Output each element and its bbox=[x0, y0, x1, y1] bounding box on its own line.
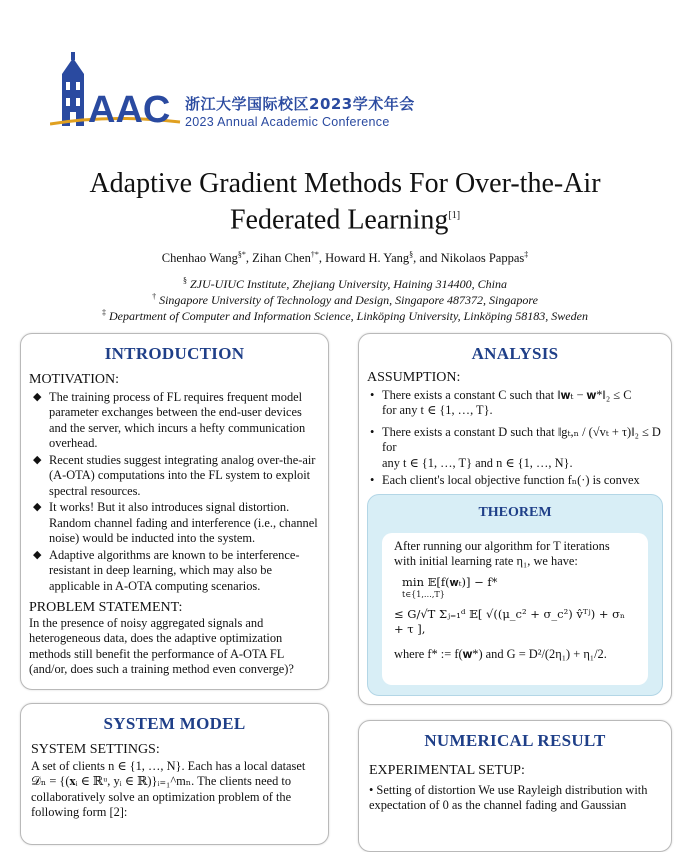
numerical-result-panel bbox=[358, 720, 672, 852]
theorem-text: with initial learning rate η₁, we have: bbox=[394, 554, 578, 568]
motivation-heading: MOTIVATION: bbox=[29, 372, 119, 387]
system-model-panel bbox=[20, 703, 329, 845]
theorem-title: THEOREM bbox=[478, 505, 552, 520]
theorem-text: After running our algorithm for T iterations bbox=[394, 539, 610, 553]
conference-name-en: 2023 Annual Academic Conference bbox=[185, 115, 390, 129]
author-list: Chenhao Wang§*, Zihan Chen†*, Howard H. Yang§, and Nikolaos Pappas‡ bbox=[161, 250, 529, 266]
equation-min-subscript: t∈{1,…,T} bbox=[402, 590, 445, 599]
analysis-panel bbox=[358, 333, 672, 705]
title-reference: [1] bbox=[448, 210, 461, 221]
settings-heading: SYSTEM SETTINGS: bbox=[31, 742, 160, 757]
list-item: ◆ Recent studies suggest integrating analog over-the-air (A-OTA) computations into the FL system to exploit spectral resources. bbox=[29, 453, 320, 500]
motivation-list bbox=[29, 390, 320, 595]
equation-where: where f* := f(𝐰*) and G = D²/(2η₁) + η₁/2. bbox=[394, 647, 607, 661]
author-name: Nikolaos Pappas bbox=[440, 251, 525, 266]
assumption-heading: ASSUMPTION: bbox=[367, 370, 461, 385]
section-title: SYSTEM MODEL bbox=[103, 714, 246, 733]
theorem-box bbox=[367, 494, 663, 696]
problem-heading: PROBLEM STATEMENT: bbox=[29, 600, 183, 615]
section-title: INTRODUCTION bbox=[104, 344, 245, 363]
svg-text:AAC: AAC bbox=[88, 89, 171, 131]
section-title: ANALYSIS bbox=[471, 344, 559, 363]
list-item: • There exists a constant D such that ‖gₜ,ₙ / (√vₜ + τ)‖₂ ≤ D for any t ∈ {1, …, T} and n ∈ {1, …, N}. bbox=[367, 425, 663, 472]
list-item: ◆ It works! But it also introduces signal distortion. Random channel fading and interference (i.e., channel noise) would be inducted into the system. bbox=[29, 500, 320, 547]
list-item: • Each client's local objective function fₙ(·) is convex bbox=[367, 473, 663, 489]
affiliation: † Singapore University of Technology and Design, Singapore 487372, Singapore bbox=[152, 292, 538, 307]
conference-name-cn: 浙江大学国际校区2023学术年会 bbox=[185, 95, 415, 113]
author-name: Howard H. Yang bbox=[325, 251, 410, 266]
affiliation: ‡ Department of Computer and Information Science, Linköping University, Linköping 58183, Sweden bbox=[102, 308, 588, 323]
setup-text: expectation of 0 as the channel fading and Gaussian bbox=[369, 798, 627, 812]
settings-text: collaboratively solve an optimization problem of the bbox=[31, 789, 292, 804]
setup-heading: EXPERIMENTAL SETUP: bbox=[369, 763, 525, 778]
setup-text: • Setting of distortion We use Rayleigh distribution with bbox=[369, 782, 648, 797]
equation-bound: ≤ G/√T Σⱼ₌₁ᵈ 𝔼[ √((μ_c² + σ_c²) v̂ᵀʲ) + σₙ + τ ], bbox=[394, 607, 625, 636]
paper-title-line2: Federated Learning[1] bbox=[229, 204, 461, 236]
affiliation: § ZJU-UIUC Institute, Zhejiang University, Haining 314400, China bbox=[183, 276, 507, 291]
section-title: NUMERICAL RESULT bbox=[424, 731, 606, 750]
problem-text: In the presence of noisy aggregated signals and heterogeneous data, does the adaptive optimization methods still benefit the performance of A-OTA FL (and/or, does such a training method even converge)? bbox=[29, 615, 294, 676]
settings-text: 𝒟ₙ = {(𝐱ᵢ ∈ ℝᵘ, yᵢ ∈ ℝ)}ᵢ₌₁^mₙ. The clients need to bbox=[31, 774, 292, 788]
settings-text: following form [2]: bbox=[31, 805, 128, 819]
author-name: Chenhao Wang bbox=[161, 251, 238, 266]
author-name: Zihan Chen bbox=[252, 251, 311, 266]
list-item: ◆ Adaptive algorithms are known to be interference-resistant in deep learning, which may also be applicable in A-OTA computing scenarios. bbox=[29, 548, 320, 595]
settings-text: A set of clients n ∈ {1, …, N}. Each has a local dataset bbox=[31, 758, 306, 773]
list-item: • There exists a constant C such that ‖𝐰ₜ − 𝐰*‖₂ ≤ C for any t ∈ {1, …, T}. bbox=[367, 388, 663, 419]
equation-min: min 𝔼[f(𝐰ₜ)] − f* bbox=[402, 575, 498, 589]
introduction-panel bbox=[20, 333, 329, 690]
theorem-content bbox=[382, 533, 648, 685]
list-item: ◆ The training process of FL requires frequent model parameter exchanges between the end-user devices and the server, which incurs a hefty communication overhead. bbox=[29, 390, 320, 452]
paper-title-line1: Adaptive Gradient Methods For Over-the-Air bbox=[89, 168, 601, 199]
assumption-list bbox=[367, 388, 663, 489]
